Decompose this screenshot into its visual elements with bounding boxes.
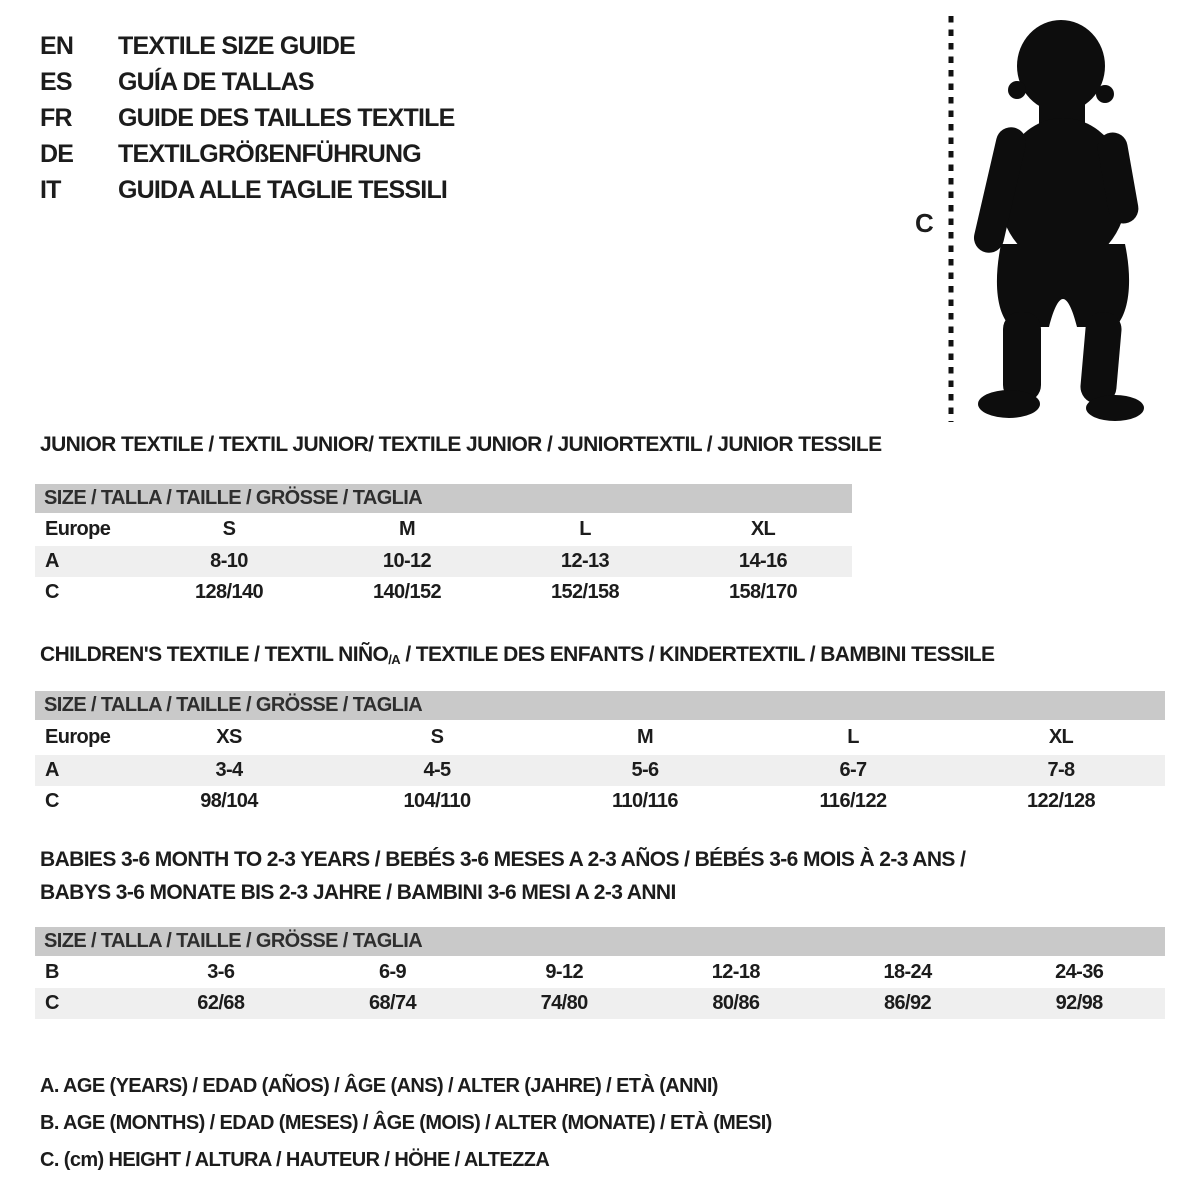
language-code: FR xyxy=(40,103,72,132)
size-column: M xyxy=(636,726,654,748)
region-label: Europe xyxy=(45,518,111,540)
height-measure-figure xyxy=(905,12,1185,430)
height-cell: 158/170 xyxy=(728,581,798,603)
height-cell: 74/80 xyxy=(540,992,588,1014)
language-row-fr xyxy=(40,100,455,136)
note-age-years: A. AGE (YEARS) / EDAD (AÑOS) / ÂGE (ANS) / ALTER (JAHRE) / ETÀ (ANNI) xyxy=(40,1075,718,1097)
height-cell: 86/92 xyxy=(883,992,932,1014)
guide-title: GUÍA DE TALLAS xyxy=(118,67,314,96)
babies-months-row xyxy=(35,957,1165,988)
junior-age-row xyxy=(35,546,852,577)
guide-title: GUIDE DES TAILLES TEXTILE xyxy=(118,103,455,132)
months-cell: 24-36 xyxy=(1055,961,1104,983)
guide-title: GUIDA ALLE TAGLIE TESSILI xyxy=(118,175,448,204)
row-label: C xyxy=(45,790,59,812)
row-label: C xyxy=(45,581,59,603)
row-label: A xyxy=(45,550,59,572)
height-cell: 116/122 xyxy=(819,790,887,812)
age-cell: 6-7 xyxy=(839,759,867,781)
months-cell: 6-9 xyxy=(378,961,407,983)
height-measure-label: C xyxy=(915,208,934,238)
junior-size-table xyxy=(35,433,882,613)
row-label: C xyxy=(45,992,59,1014)
row-label: B xyxy=(45,961,59,983)
note-height-cm: C. (cm) HEIGHT / ALTURA / HAUTEUR / HÖHE / ALTEZZA xyxy=(40,1149,550,1171)
size-column: S xyxy=(222,518,236,540)
height-cell: 62/68 xyxy=(197,992,245,1014)
age-cell: 7-8 xyxy=(1047,759,1075,781)
heading-line-1: BABIES 3-6 MONTH TO 2-3 YEARS / BEBÉS 3-6 MESES A 2-3 AÑOS / BÉBÉS 3-6 MOIS À 2-3 ANS / xyxy=(40,848,966,871)
height-cell: 140/152 xyxy=(372,581,442,603)
language-row-es xyxy=(40,64,455,100)
junior-columns-row xyxy=(35,513,852,546)
height-cell: 128/140 xyxy=(194,581,264,603)
age-cell: 3-4 xyxy=(215,759,243,781)
language-code: EN xyxy=(40,31,74,60)
babies-size-table xyxy=(35,843,1165,1023)
note-age-months: B. AGE (MONTHS) / EDAD (MESES) / ÂGE (MOIS) / ALTER (MONATE) / ETÀ (MESI) xyxy=(40,1112,772,1134)
region-label: Europe xyxy=(45,726,111,748)
months-cell: 3-6 xyxy=(207,961,235,983)
junior-size-header-bar: SIZE / TALLA / TAILLE / GRÖSSE / TAGLIA xyxy=(35,484,852,513)
language-row-de xyxy=(40,136,455,172)
children-height-row xyxy=(35,786,1165,817)
months-cell: 12-18 xyxy=(711,961,760,983)
age-cell: 4-5 xyxy=(423,759,451,781)
height-dashed-line xyxy=(945,16,957,422)
toddler-silhouette-icon xyxy=(957,14,1147,424)
height-cell: 110/116 xyxy=(612,790,678,812)
size-column: XL xyxy=(1048,726,1074,748)
legend-notes xyxy=(40,1068,772,1179)
heading-subscript: /A xyxy=(388,652,401,667)
height-cell: 98/104 xyxy=(200,790,258,812)
children-size-table xyxy=(35,643,1165,823)
height-cell: 92/98 xyxy=(1055,992,1103,1014)
size-column: L xyxy=(579,518,591,540)
size-column: XL xyxy=(750,518,776,540)
age-cell: 8-10 xyxy=(210,550,248,572)
height-cell: 152/158 xyxy=(550,581,620,603)
age-cell: 12-13 xyxy=(560,550,610,572)
language-row-it xyxy=(40,172,455,208)
months-cell: 9-12 xyxy=(545,961,583,983)
heading-text: / TEXTILE DES ENFANTS / KINDERTEXTIL / BAMBINI TESSILE xyxy=(400,643,995,666)
children-columns-row xyxy=(35,720,1165,755)
height-cell: 104/110 xyxy=(403,790,471,812)
junior-section-heading: JUNIOR TEXTILE / TEXTIL JUNIOR/ TEXTILE JUNIOR / JUNIORTEXTIL / JUNIOR TESSILE xyxy=(40,433,882,456)
age-cell: 5-6 xyxy=(631,759,659,781)
children-size-header-bar: SIZE / TALLA / TAILLE / GRÖSSE / TAGLIA xyxy=(35,691,1165,720)
language-row-en xyxy=(40,28,455,64)
title-language-list xyxy=(40,28,455,208)
language-code: IT xyxy=(40,175,61,204)
row-label: A xyxy=(45,759,59,781)
height-cell: 80/86 xyxy=(712,992,760,1014)
babies-section-heading xyxy=(40,843,965,909)
age-cell: 10-12 xyxy=(382,550,432,572)
language-code: DE xyxy=(40,139,74,168)
heading-line-2: BABYS 3-6 MONATE BIS 2-3 JAHRE / BAMBINI 3-6 MESI A 2-3 ANNI xyxy=(40,881,676,904)
children-section-heading xyxy=(40,643,994,667)
height-cell: 122/128 xyxy=(1026,790,1096,812)
months-cell: 18-24 xyxy=(883,961,932,983)
size-column: L xyxy=(847,726,859,748)
size-column: S xyxy=(430,726,444,748)
size-column: M xyxy=(398,518,416,540)
junior-height-row xyxy=(35,577,852,608)
guide-title: TEXTILE SIZE GUIDE xyxy=(118,31,356,60)
heading-text: CHILDREN'S TEXTILE / TEXTIL NIÑO xyxy=(40,643,389,666)
babies-size-header-bar: SIZE / TALLA / TAILLE / GRÖSSE / TAGLIA xyxy=(35,927,1165,956)
language-code: ES xyxy=(40,67,72,96)
age-cell: 14-16 xyxy=(738,550,788,572)
guide-title: TEXTILGRÖßENFÜHRUNG xyxy=(118,139,421,168)
size-column: XS xyxy=(216,726,242,748)
babies-height-row xyxy=(35,988,1165,1019)
height-cell: 68/74 xyxy=(368,992,417,1014)
children-age-row xyxy=(35,755,1165,786)
